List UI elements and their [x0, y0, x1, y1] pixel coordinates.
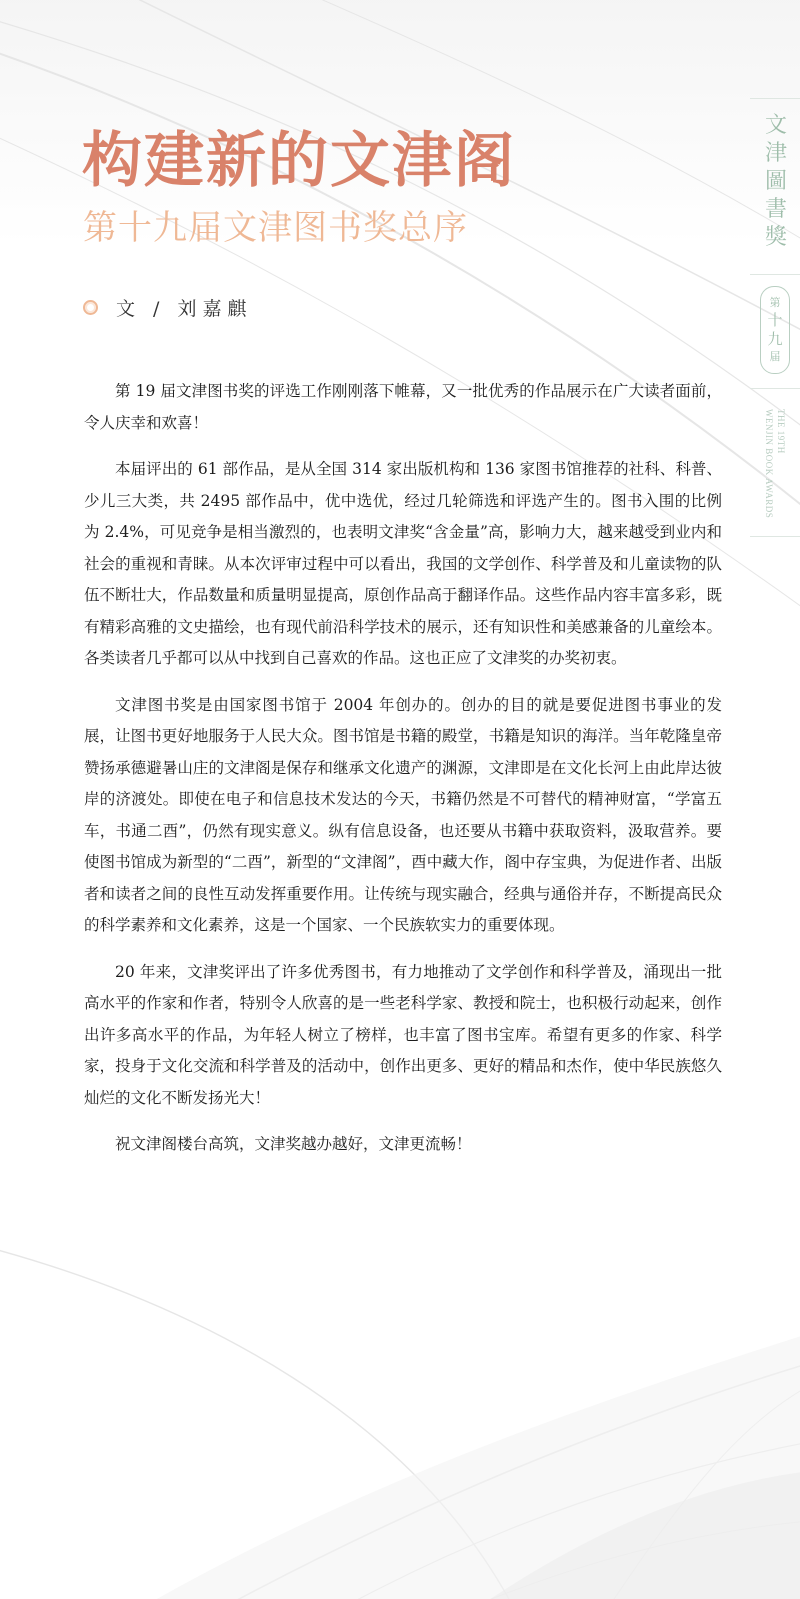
article-paragraph: 第 19 届文津图书奖的评选工作刚刚落下帷幕，又一批优秀的作品展示在广大读者面前，令人庆幸和欢喜！ [84, 382, 722, 432]
article-paragraph: 20 年来，文津奖评出了许多优秀图书，有力地推动了文学创作和科学普及，涌现出一批高水平的作家和作者，特别令人欣喜的是一些老科学家、教授和院士，也积极行动起来，创作出许多高水平的作品，为年轻人树立了榜样，也丰富了图书宝库。希望有更多的作家、科学家，投身于文化交流和科学普及的活动中，创作出更多、更好的精品和杰作，使中华民族悠久灿烂的文化不断发扬光大！ [84, 962, 722, 1107]
author-name: 文 / 刘嘉麒 [116, 297, 253, 320]
sidebar-english-line: WENJIN BOOK AWARDS [764, 409, 774, 519]
edition-char: 十 [767, 311, 783, 329]
article-body [84, 376, 722, 1176]
page-subtitle: 第十九届文津图书奖总序 [83, 208, 468, 248]
page-title: 构建新的文津阁 [82, 126, 516, 196]
article-paragraph: 祝文津阁楼台高筑，文津奖越办越好，文津更流畅！ [115, 1135, 472, 1153]
sidebar-divider [750, 388, 800, 389]
sidebar-char: 圖 [764, 169, 787, 194]
author-byline [83, 292, 252, 322]
article-paragraph: 文津图书奖是由国家图书馆于 2004 年创办的。创办的目的就是要促进图书事业的发展，让图书更好地服务于人民大众。图书馆是书籍的殿堂，书籍是知识的海洋。当年乾隆皇帝赞扬承德避暑山庄的文津阁是保存和继承文化遗产的渊源，文津即是在文化长河上由此岸达彼岸的济渡处。即使在电子和信息技术发达的今天，书籍仍然是不可替代的精神财富，“学富五车，书通二酉”，仍然有现实意义。纵有信息设备，也还要从书籍中获取资料，汲取营养。要使图书馆成为新型的“二酉”，新型的“文津阁”，酉中藏大作，阁中存宝典，为促进作者、出版者和读者之间的良性互动发挥重要作用。让传统与现实融合，经典与通俗并存，不断提高民众的科学素养和文化素养，这是一个国家、一个民族软实力的重要体现。 [84, 695, 722, 934]
sidebar-char: 津 [764, 141, 787, 166]
sidebar-divider [750, 274, 800, 275]
award-sidebar [750, 98, 800, 538]
sidebar-award-name [764, 112, 788, 252]
sidebar-english-block [752, 400, 798, 528]
edition-char: 第 [769, 296, 781, 309]
sidebar-char: 書 [764, 197, 787, 222]
article-paragraph: 本届评出的 61 部作品，是从全国 314 家出版机构和 136 家图书馆推荐的社科、科普、少儿三大类，共 2495 部作品中，优中选优，经过几轮筛选和评选产生的。图书入围的比例为 2.4%，可见竞争是相当激烈的，也表明文津奖“含金量”高，影响力大，越来越受到业内和社会的重视和青睐。从本次评审过程中可以看出，我国的文学创作、科学普及和儿童读物的队伍不断壮大，作品数量和质量明显提高，原创作品高于翻译作品。这些作品内容丰富多彩，既有精彩高雅的文史描绘，也有现代前沿科学技术的展示，还有知识性和美感兼备的儿童绘本。各类读者几乎都可以从中找到自己喜欢的作品。这也正应了文津奖的办奖初衷。 [84, 460, 722, 667]
sidebar-edition-badge [760, 286, 790, 374]
edition-char: 九 [767, 330, 783, 348]
sidebar-english-text [763, 409, 787, 518]
edition-char: 届 [769, 350, 781, 363]
circle-bullet-icon [83, 300, 98, 315]
sidebar-char: 文 [764, 113, 787, 138]
sidebar-divider [750, 98, 800, 99]
sidebar-english-line: THE 19TH [776, 409, 786, 455]
sidebar-char: 獎 [764, 225, 787, 250]
sidebar-divider [750, 536, 800, 537]
